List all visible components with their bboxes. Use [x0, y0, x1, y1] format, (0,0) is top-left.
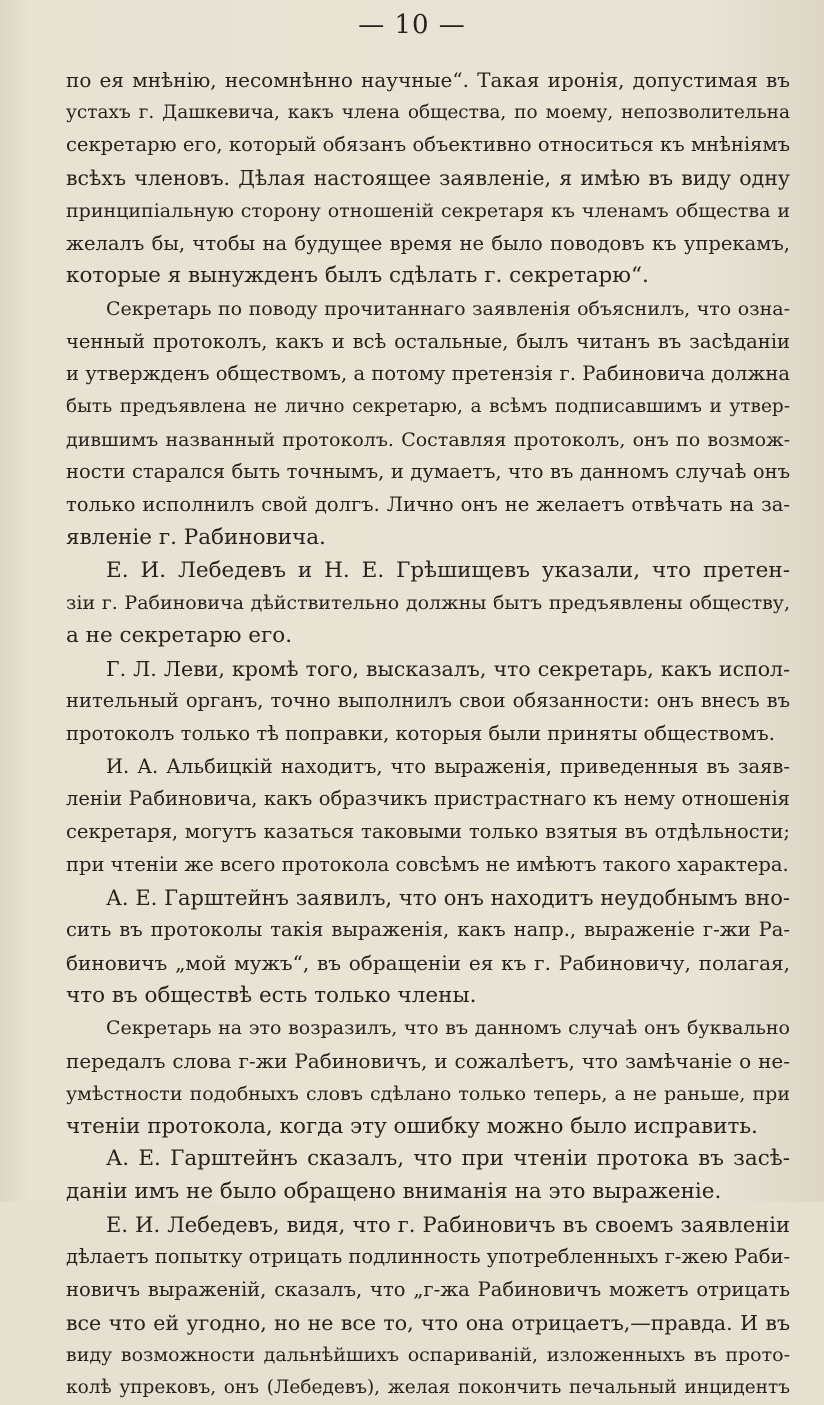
text-line: секретаря, могутъ казаться таковыми только взятыя въ отдѣльности; — [66, 820, 790, 844]
text-line: Г. Л. Леви, кромѣ того, высказалъ, что секретарь, какъ испол- — [106, 656, 790, 681]
text-line: Е. И. Лебедевъ и Н. Е. Грѣшищевъ указали, что претен- — [106, 557, 790, 583]
text-line: только исполнилъ свой долгъ. Лично онъ не желаетъ отвѣчать на за- — [66, 493, 790, 517]
text-line: А. Е. Гарштейнъ сказалъ, что при чтеніи протока въ засѣ- — [106, 1146, 790, 1172]
text-line: и утвержденъ обществомъ, а потому претензія г. Рабиновича должна — [66, 362, 790, 386]
text-line: умѣстности подобныхъ словъ сдѣлано только теперь, а не раньше, при — [66, 1082, 790, 1105]
text-line: леніи Рабиновича, какъ образчикъ пристрастнаго къ нему отношенія — [66, 787, 790, 811]
text-line: а не секретарю его. — [66, 622, 293, 648]
text-line: ченный протоколъ, какъ и всѣ остальные, былъ читанъ въ засѣданіи — [66, 329, 790, 353]
text-line: устахъ г. Дашкевича, какъ члена общества, по моему, непозволительна — [66, 101, 790, 123]
text-line: сить въ протоколы такія выраженія, какъ напр., выраженіе г-жи Ра- — [66, 918, 790, 942]
text-line: при чтеніи же всего протокола совсѣмъ не имѣютъ такого характера. — [66, 852, 789, 876]
text-line: Секретарь по поводу прочитаннаго заявленія объяснилъ, что озна- — [106, 297, 790, 320]
text-line: принципіальную сторону отношеній секретаря къ членамъ общества и — [66, 199, 790, 222]
text-line: новичъ выраженій, сказалъ, что „г-жа Рабиновичъ можетъ отрицать — [66, 1278, 790, 1302]
text-line: зіи г. Рабиновича дѣйствительно должны бытъ предъявлены обществу, — [66, 592, 790, 615]
text-line: виду возможности дальнѣйшихъ оспариваній, изложенныхъ въ прото- — [66, 1344, 790, 1367]
text-line: что въ обществѣ есть только члены. — [66, 982, 477, 1008]
text-line: всѣхъ членовъ. Дѣлая настоящее заявленіе, я имѣю въ виду одну — [66, 166, 790, 191]
text-line: Секретарь на это возразилъ, что въ данномъ случаѣ онъ буквально — [106, 1017, 790, 1040]
text-line: секретарю его, который обязанъ объективно относиться къ мнѣніямъ — [66, 133, 790, 157]
body-text — [66, 64, 790, 1405]
text-line: Е. И. Лебедевъ, видя, что г. Рабиновичъ въ своемъ заявленіи — [106, 1212, 790, 1237]
text-line: по ея мнѣнію, несомнѣнно научные“. Такая иронія, допустимая въ — [66, 68, 790, 92]
text-line: все что ей угодно, но не все то, что она отрицаетъ,—правда. И въ — [66, 1310, 790, 1335]
text-line: дѣлаетъ попытку отрицать подлинность употребленныхъ г-жею Раби- — [66, 1245, 791, 1269]
text-line: явленіе г. Рабиновича. — [66, 524, 326, 550]
text-line: колѣ упрековъ, онъ (Лебедевъ), желая покончить печальный инцидентъ — [66, 1377, 790, 1399]
text-line: передалъ слова г-жи Рабиновичъ, и сожалѣетъ, что замѣчаніе о не- — [66, 1049, 790, 1074]
text-line: И. А. Альбицкій находитъ, что выраженія, приведенныя въ заяв- — [106, 754, 790, 778]
page-number: — 10 — — [358, 10, 466, 40]
text-line: дившимъ названный протоколъ. Составляя протоколъ, онъ по возмож- — [66, 428, 790, 451]
text-line: чтеніи протокола, когда эту ошибку можно было исправить. — [66, 1113, 758, 1139]
text-line: нительный органъ, точно выполнилъ свои обязанности: онъ внесъ въ — [66, 689, 790, 713]
text-line: желалъ бы, чтобы на будущее время не было поводовъ къ упрекамъ, — [66, 231, 790, 255]
text-line: ности старался быть точнымъ, и думаетъ, что въ данномъ случаѣ онъ — [66, 460, 790, 484]
text-line: даніи имъ не было обращено вниманія на это выраженіе. — [66, 1178, 722, 1204]
text-line: протоколъ только тѣ поправки, которыя были приняты обществомъ. — [66, 722, 775, 746]
text-line: биновичъ „мой мужъ“, въ обращеніи ея къ г. Рабиновичу, полагая, — [66, 950, 790, 975]
text-line: быть предъявлена не лично секретарю, а всѣмъ подписавшимъ и утвер- — [66, 396, 790, 418]
text-line: которые я вынужденъ былъ сдѣлать г. секретарю“. — [66, 263, 649, 289]
text-line: А. Е. Гарштейнъ заявилъ, что онъ находитъ неудобнымъ вно- — [106, 885, 790, 910]
